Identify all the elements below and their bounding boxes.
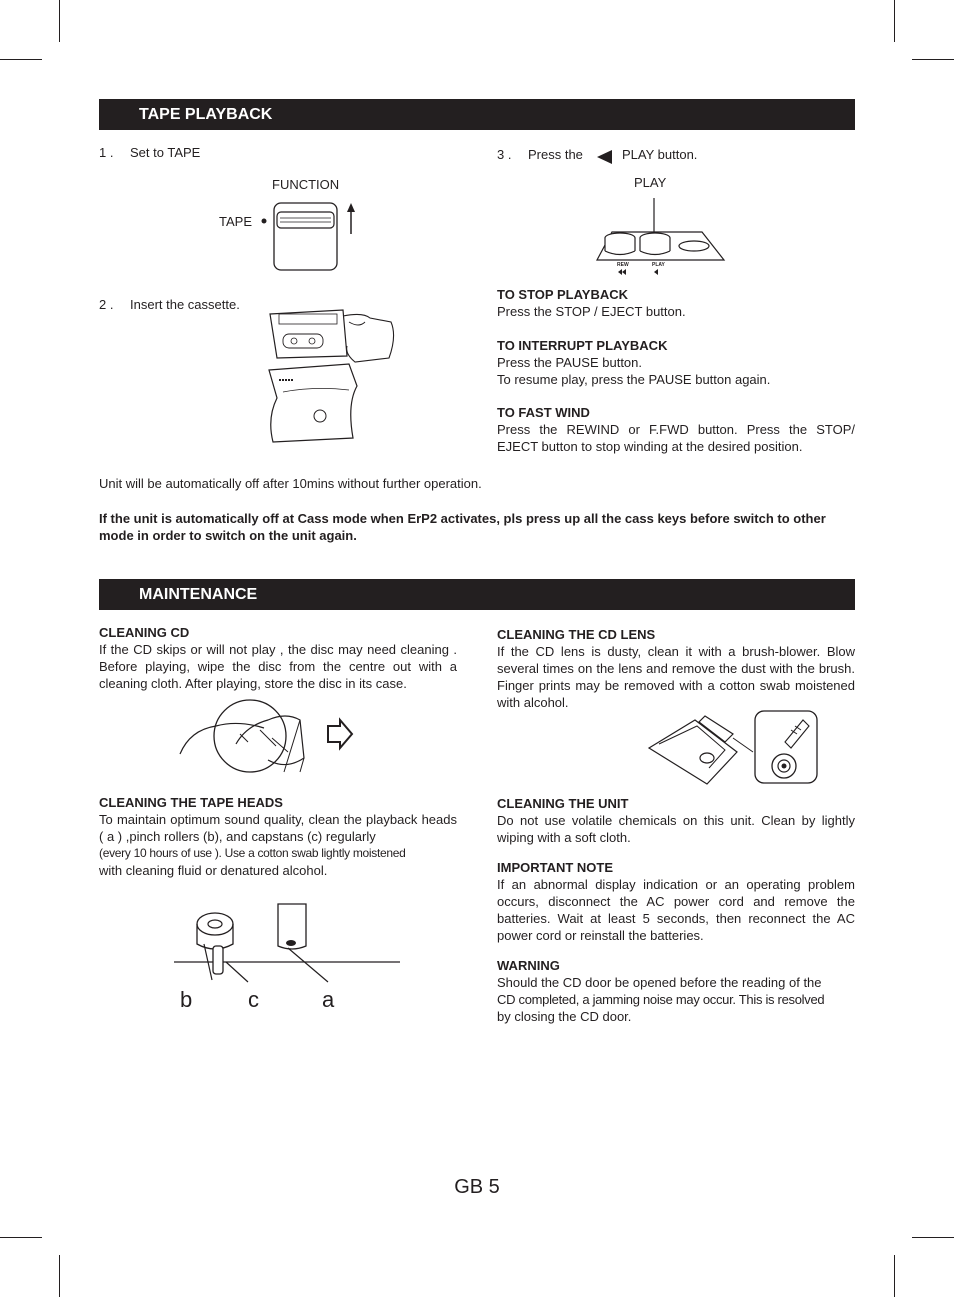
erp-note: If the unit is automatically off at Cass mode when ErP2 activates, pls press up all the cass keys before switch to other mode in order to switch on the unit again.: [99, 511, 826, 543]
warning-heading: WARNING: [497, 958, 560, 973]
auto-off-note: Unit will be automatically off after 10mins without further operation.: [99, 476, 482, 491]
play-arrow-icon: [596, 149, 614, 165]
crop-mark: [912, 1237, 954, 1238]
play-label: PLAY: [634, 175, 667, 190]
interrupt-text: Press the PAUSE button.: [497, 355, 642, 370]
cd-lens-illustration: [645, 708, 821, 786]
rew-small-label: REW: [617, 262, 629, 268]
disc-wiping-illustration: [176, 698, 356, 774]
step-number: 3 .: [497, 147, 512, 162]
crop-mark: [0, 59, 42, 60]
label-a: a: [322, 987, 335, 1012]
fastwind-heading: TO FAST WIND: [497, 405, 590, 420]
crop-mark: [59, 1255, 60, 1297]
cleaning-unit-text: Do not use volatile chemicals on this unit. Clean by lightly wiping with a soft cloth.: [497, 813, 855, 845]
step-text: PLAY button.: [622, 147, 698, 162]
play-small-label: PLAY: [652, 262, 665, 268]
step-text: Press the: [528, 147, 583, 162]
cd-lens-heading: CLEANING THE CD LENS: [497, 627, 656, 642]
cd-lens-text: If the CD lens is dusty, clean it with a brush-blower. Blow several times on the lens and remove the dust with the brush. Finger prints may be removed with a cotton swab moistened with alcohol.: [497, 644, 855, 710]
crop-mark: [894, 1255, 895, 1297]
function-switch-illustration: [258, 200, 368, 275]
tape-heads-illustration: [170, 900, 406, 990]
tape-heads-text: with cleaning fluid or denatured alcohol.: [99, 863, 328, 878]
step-text: Set to TAPE: [130, 145, 201, 160]
crop-mark: [59, 0, 60, 42]
function-label: FUNCTION: [272, 177, 340, 192]
cleaning-cd-heading: CLEANING CD: [99, 625, 190, 640]
interrupt-heading: TO INTERRUPT PLAYBACK: [497, 338, 668, 353]
step-number: 2 .: [99, 297, 114, 312]
cleaning-unit-heading: CLEANING THE UNIT: [497, 796, 629, 811]
section-title-tape-playback: TAPE PLAYBACK: [99, 99, 855, 130]
warning-text: by closing the CD door.: [497, 1009, 632, 1024]
fastwind-text: Press the REWIND or F.FWD button. Press the STOP/ EJECT button to stop winding at the desired position.: [497, 422, 855, 454]
resume-text: To resume play, press the PAUSE button again.: [497, 372, 771, 387]
label-b: b: [180, 987, 193, 1012]
crop-mark: [0, 1237, 42, 1238]
crop-mark: [912, 59, 954, 60]
tape-heads-text: (every 10 hours of use ). Use a cotton swab lightly moistened: [99, 846, 406, 860]
tape-heads-text: To maintain optimum sound quality, clean the playback heads ( a ) ,pinch rollers (b), and capstans (c) regularly: [99, 812, 457, 844]
cassette-insert-illustration: [265, 306, 397, 444]
warning-text: Should the CD door be opened before the reading of the: [497, 975, 822, 990]
tape-label: TAPE: [219, 214, 252, 229]
page-number: GB 5: [454, 1176, 500, 1198]
stop-heading: TO STOP PLAYBACK: [497, 287, 628, 302]
step-number: 1 .: [99, 145, 114, 160]
crop-mark: [894, 0, 895, 42]
warning-text: CD completed, a jamming noise may occur. This is resolved: [497, 992, 825, 1007]
tape-heads-heading: CLEANING THE TAPE HEADS: [99, 795, 283, 810]
label-c: c: [248, 987, 259, 1012]
step-text: Insert the cassette.: [130, 297, 240, 312]
stop-text: Press the STOP / EJECT button.: [497, 304, 686, 319]
section-title-maintenance: MAINTENANCE: [99, 579, 855, 610]
cleaning-cd-text: If the CD skips or will not play , the disc may need cleaning . Before playing, wipe the disc from the centre out with a cleaning cloth. After playing, store the disc in its case.: [99, 642, 457, 691]
important-heading: IMPORTANT NOTE: [497, 860, 614, 875]
important-text: If an abnormal display indication or an operating problem occurs, disconnect the AC power cord and remove the batteries. Wait at least 5 seconds, then reconnect the AC power cord or reinstall the batteries.: [497, 877, 855, 943]
